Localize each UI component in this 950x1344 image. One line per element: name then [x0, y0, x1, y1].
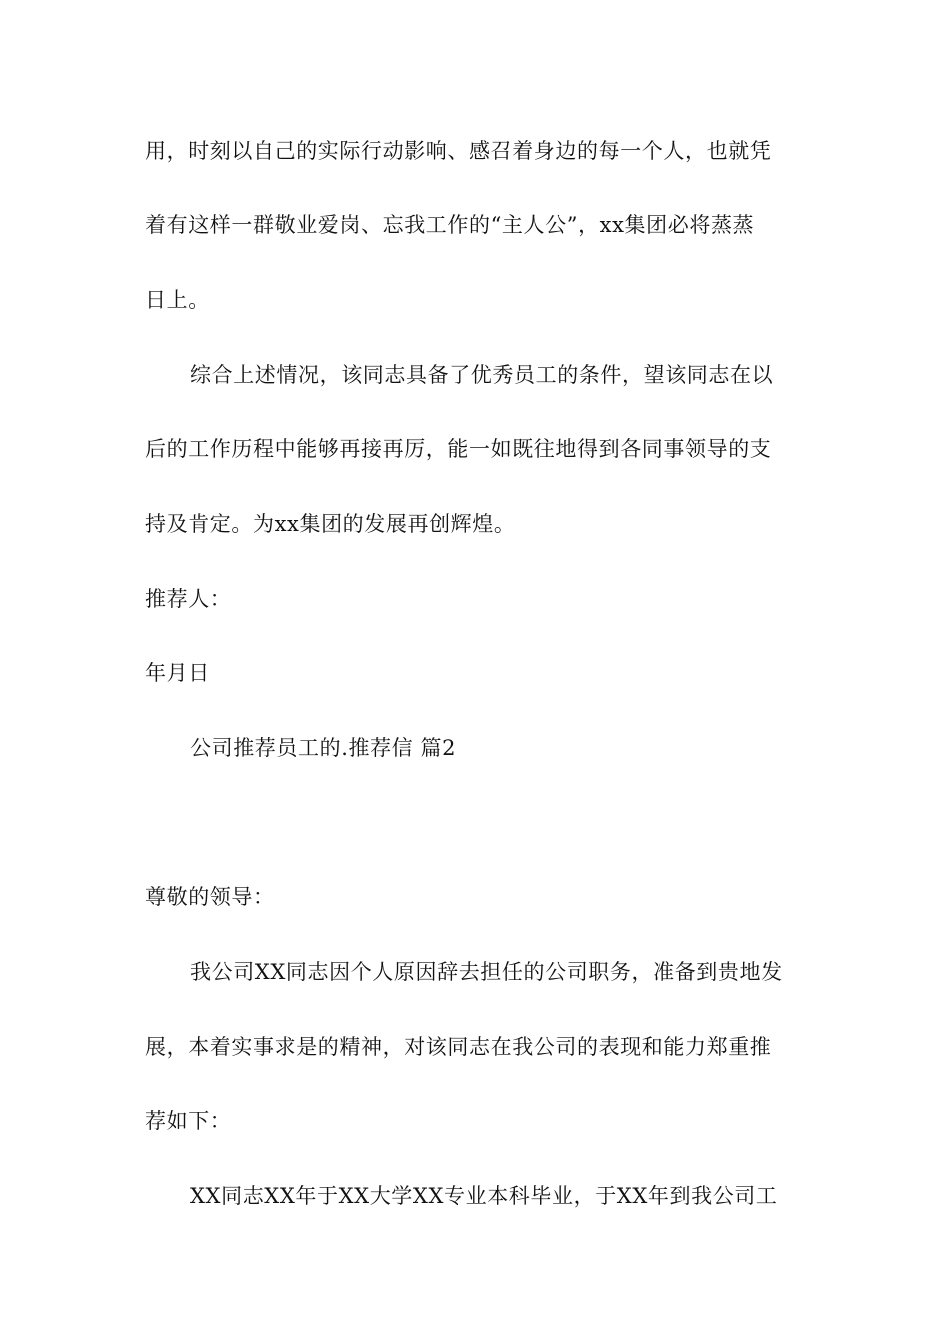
salutation: 尊敬的领导：: [145, 885, 275, 909]
paragraph-1-line-1: 用，时刻以自己的实际行动影响、感召着身边的每一个人，也就凭: [145, 139, 772, 163]
recommender-label: 推荐人：: [145, 587, 232, 611]
paragraph-2-line-3: 持及肯定。为xx集团的发展再创辉煌。: [145, 512, 516, 536]
paragraph-3-line-2: 展，本着实事求是的精神，对该同志在我公司的表现和能力郑重推: [145, 1035, 772, 1059]
paragraph-3-line-1: 我公司XX同志因个人原因辞去担任的公司职务，准备到贵地发: [190, 960, 783, 984]
date-label: 年月日: [145, 661, 210, 685]
paragraph-3-line-3: 荐如下：: [145, 1109, 232, 1133]
paragraph-2-line-2: 后的工作历程中能够再接再厉，能一如既往地得到各同事领导的支: [145, 437, 772, 461]
paragraph-1-line-2: 着有这样一群敬业爱岗、忘我工作的“主人公”，xx集团必将蒸蒸: [145, 213, 755, 237]
paragraph-2-line-1: 综合上述情况，该同志具备了优秀员工的条件，望该同志在以: [190, 363, 774, 387]
section-title: 公司推荐员工的.推荐信 篇2: [190, 736, 457, 760]
paragraph-4-line-1: XX同志XX年于XX大学XX专业本科毕业，于XX年到我公司工: [190, 1184, 778, 1208]
paragraph-1-line-3: 日上。: [145, 288, 210, 312]
